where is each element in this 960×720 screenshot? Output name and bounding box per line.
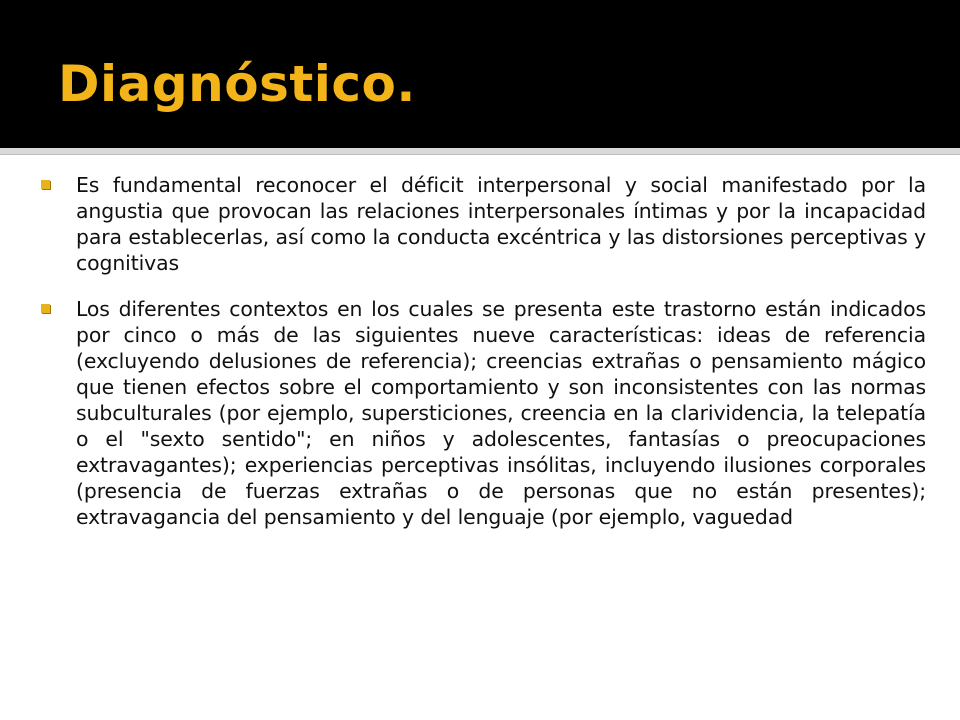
slide-title: Diagnóstico. bbox=[58, 55, 416, 113]
header-divider bbox=[0, 148, 960, 155]
bullet-item-1 bbox=[38, 172, 926, 276]
bullet-text-2: Los diferentes contextos en los cuales se presenta este trastorno están indicados por cinco o más de las siguientes nueve características: ideas de referencia (excluyendo delusiones de referencia); creencias extrañas o pensamiento mágico que tienen efectos sobre el comportamiento y son inconsistentes con las normas subculturales (por ejemplo, supersticiones, creencia en la clarividencia, la telepatía o el "sexto sentido"; en niños y adolescentes, fantasías o preocupaciones extravagantes); experiencias perceptivas insólitas, incluyendo ilusiones corporales (presencia de fuerzas extrañas o de personas que no están presentes); extravagancia del pensamiento y del lenguaje (por ejemplo, vaguedad bbox=[76, 297, 926, 529]
bullet-text-1: Es fundamental reconocer el déficit interpersonal y social manifestado por la angustia que provocan las relaciones interpersonales íntimas y por la incapacidad para establecerlas, así como la conducta excéntrica y las distorsiones perceptivas y cognitivas bbox=[76, 173, 926, 275]
slide-header bbox=[0, 0, 960, 148]
square-bullet-icon bbox=[41, 180, 50, 189]
slide-body bbox=[38, 172, 926, 550]
square-bullet-icon bbox=[41, 304, 50, 313]
bullet-item-2 bbox=[38, 296, 926, 530]
